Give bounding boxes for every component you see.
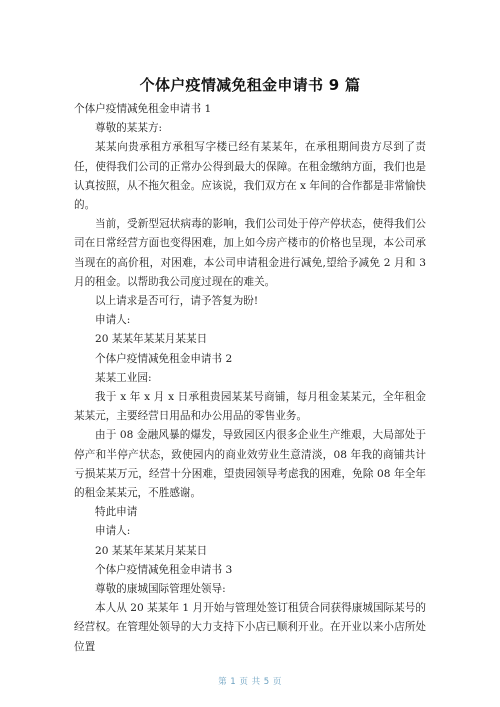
paragraph: 本人从 20 某某年 1 月开始与管理处签订租赁合同获得康城国际某号的经营权。在管理处领导的大力支持下小店已顺利开业。在开业以来小店所处位置 [74,602,426,653]
paragraph: 20 某某年某某月某某日 [95,333,208,346]
paragraph: 申请人: [95,314,131,327]
paragraph: 以上请求是否可行，请予答复为盼! [95,295,259,308]
paragraph: 某某向贵承租方承租写字楼已经有某某年，在承租期间贵方尽到了责任，使得我们公司的正常办公得到最大的保障。在租金缴纳方面，我们也是认真按照，从不拖欠租金。应该说，我们双方在 x 年间的合作都是非常愉快的。 [74,141,426,212]
document-body [74,100,426,657]
paragraph: 个体户疫情减免租金申请书 1 [74,103,212,115]
paragraph: 20 某某年某某月某某日 [95,544,208,557]
paragraph: 特此申请 [95,506,138,519]
paragraph: 尊敬的某某方: [95,122,163,135]
paragraph: 某某工业园: [95,371,152,384]
page-footer: 第 1 页 共 5 页 [218,677,282,687]
paragraph: 申请人: [95,525,131,538]
paragraph: 个体户疫情减免租金申请书 2 [95,352,233,365]
paragraph: 个体户疫情减免租金申请书 3 [95,563,233,576]
document-title: 个体户疫情减免租金申请书 9 篇 [139,76,361,94]
paragraph: 当前，受新型冠状病毒的影响，我们公司处于停产停状态，使得我们公司在日常经营方面也变得困难，加上如今房产楼市的价格也呈现，本公司承当现在的高价租，对困难，本公司申请租金进行减免,望给予减免 2 月和 3 月的租金。以帮助我公司度过现在的难关。 [74,218,426,288]
paragraph: 尊敬的康城国际管理处领导: [95,583,226,596]
paragraph: 由于 08 金融风暴的爆发，导致园区内很多企业生产维艰，大局部处于停产和半停产状态，致使园内的商业效劳业生意清淡，08 年我的商铺共计亏损某某万元，经营十分困难，望贵园领导考虑我的困难，免除 08 年全年的租金某某元，不胜感谢。 [74,429,426,500]
paragraph: 我于 x 年 x 月 x 日承租贵园某某号商铺，每月租金某某元，全年租金某某元，主要经营日用品和办公用品的零售业务。 [74,391,426,423]
